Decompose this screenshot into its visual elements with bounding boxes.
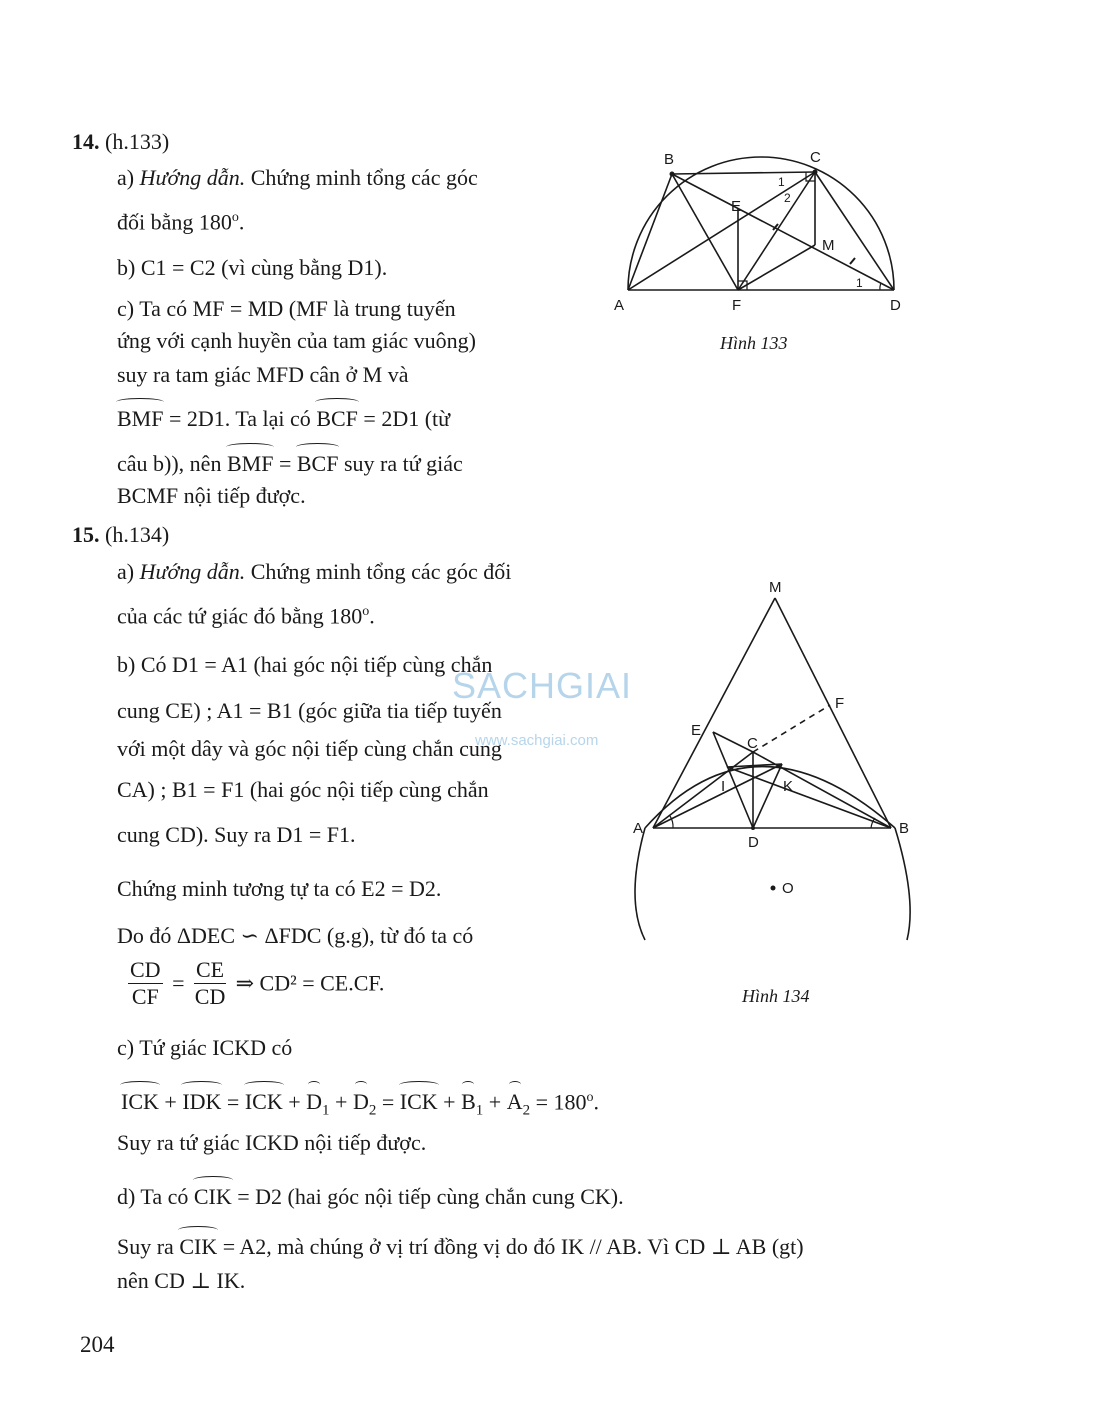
- problem-14-header: 14. (h.133): [72, 129, 170, 154]
- figure-134: [625, 580, 925, 960]
- p15-c-line2: ICK + IDK = ICK + $D_1 + D_2$ = ICK + $B_1 + A_2 = 180^o$.: [121, 1083, 599, 1126]
- p15-b-line1: b) Có D1 = A1 (hai góc nội tiếp cùng chắn: [117, 652, 493, 677]
- p15-c-line3: Suy ra tứ giác ICKD nội tiếp được.: [117, 1130, 427, 1155]
- p14-c-line6: BCMF nội tiếp được.: [117, 483, 306, 508]
- fig134-label-f: F: [835, 695, 845, 712]
- p15-b-line7: Do đó ΔDEC ∽ ΔFDC (g.g), từ đó ta có: [117, 923, 474, 948]
- p14-c-line3: suy ra tam giác MFD cân ở M và: [117, 362, 409, 387]
- p15-a-line1: a) Hướng dẫn. Chứng minh tổng các góc đối: [117, 559, 512, 584]
- p14-b-line: b) C1 = C2 (vì cùng bằng D1).: [117, 255, 388, 280]
- fig134-label-o: O: [782, 880, 794, 897]
- fig134-label-a: A: [633, 820, 644, 837]
- watermark-logo: SACHGIAI: [452, 665, 633, 706]
- fig133-angle-1: 1: [778, 175, 785, 189]
- p14-c-line5: câu b)), nên BMF = BCF suy ra tứ giác: [117, 445, 463, 479]
- fig133-label-e: E: [731, 198, 742, 215]
- fig133-label-a: A: [614, 297, 625, 314]
- p15-b-line3: với một dây và góc nội tiếp cùng chắn cung: [117, 736, 502, 761]
- fig134-label-b: B: [899, 820, 910, 837]
- fig134-label-e: E: [691, 722, 702, 739]
- p15-b-line6: Chứng minh tương tự ta có E2 = D2.: [117, 876, 442, 901]
- fraction-ce-cd: $\frac{CE}{CD}$: [194, 957, 226, 1009]
- watermark-url: www.sachgiai.com: [475, 732, 599, 749]
- p15-d-line1: d) Ta có CIK = D2 (hai góc nội tiếp cùng chắn cung CK).: [117, 1178, 624, 1212]
- fig133-label-d: D: [890, 297, 901, 314]
- p15-a-line2: của các tứ giác đó bằng 180$^o$.: [117, 603, 375, 629]
- p15-d-line3: nên CD ⊥ IK.: [117, 1268, 246, 1293]
- p15-b-line2: cung CE) ; A1 = B1 (góc giữa tia tiếp tuyến: [117, 698, 502, 723]
- p14-a-line2: đối bằng 180$^o$.: [117, 209, 245, 235]
- fig133-label-c: C: [810, 149, 821, 166]
- p15-d-line2: Suy ra CIK = A2, mà chúng ở vị trí đồng vị do đó IK // AB. Vì CD ⊥ AB (gt): [117, 1228, 804, 1262]
- p14-c-line2: ứng với cạnh huyền của tam giác vuông): [117, 328, 476, 353]
- arc-through-abc: [645, 767, 895, 829]
- figure-133: [610, 140, 920, 320]
- fig134-label-i: I: [721, 778, 726, 795]
- fig133-label-f: F: [732, 297, 742, 314]
- fig133-angle-2: 2: [784, 191, 791, 205]
- figure-134-caption: Hình 134: [742, 986, 810, 1006]
- fig133-label-m: M: [822, 237, 835, 254]
- fig133-angle-d1: 1: [856, 276, 863, 290]
- p14-a-line1: a) Hướng dẫn. Chứng minh tổng các góc: [117, 165, 478, 190]
- page-number: 204: [80, 1332, 115, 1357]
- p15-b-line4: CA) ; B1 = F1 (hai góc nội tiếp cùng chắn: [117, 777, 489, 802]
- fig134-label-c: C: [747, 735, 758, 752]
- fig134-label-d: D: [748, 834, 759, 851]
- p15-fraction-line: $\frac{CD}{CF}$ = $\frac{CE}{CD}$ ⇒ CD² = CE.CF.: [130, 957, 385, 1009]
- fig133-label-b: B: [664, 151, 675, 168]
- p15-c-line1: c) Tứ giác ICKD có: [117, 1035, 293, 1060]
- fig134-label-k: K: [783, 778, 794, 795]
- figure-133-caption: Hình 133: [720, 333, 788, 353]
- problem-15-header: 15. (h.134): [72, 522, 170, 547]
- fraction-cd-cf: $\frac{CD}{CF}$: [130, 957, 161, 1009]
- fig134-label-m: M: [769, 580, 782, 596]
- p14-c-line4: BMF = 2D1. Ta lại có BCF = 2D1 (từ: [117, 400, 450, 434]
- p15-b-line5: cung CD). Suy ra D1 = F1.: [117, 822, 356, 847]
- p14-c-line1: c) Ta có MF = MD (MF là trung tuyến: [117, 296, 456, 321]
